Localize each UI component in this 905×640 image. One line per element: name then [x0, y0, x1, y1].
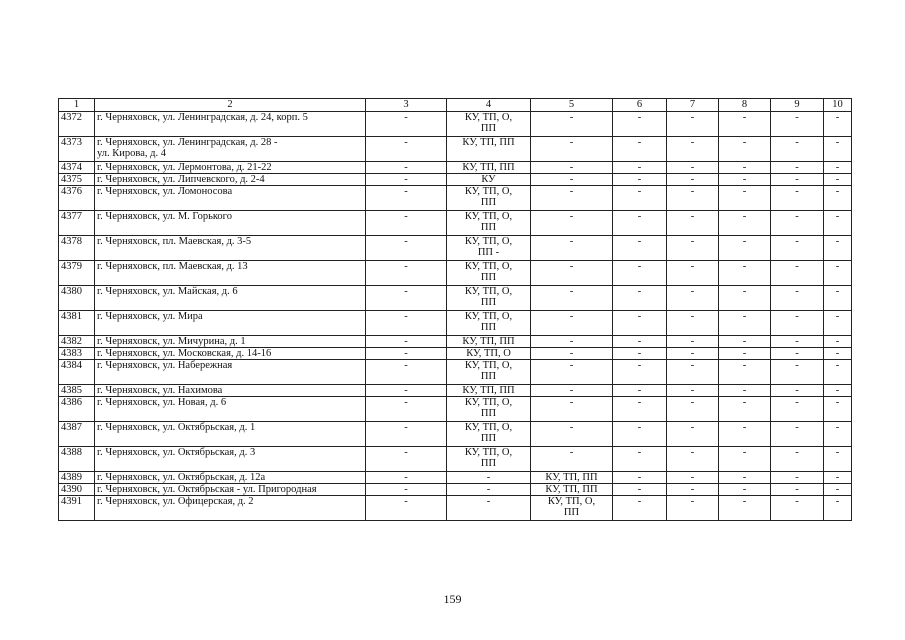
- col9-cell: -: [771, 496, 824, 521]
- col10-cell: -: [824, 286, 852, 311]
- table-row: [59, 112, 852, 137]
- col4-cell: -: [447, 472, 531, 484]
- col8-cell: -: [719, 447, 771, 472]
- row-number-cell: 4376: [59, 186, 95, 211]
- address-cell: г. Черняховск, ул. М. Горького: [95, 211, 366, 236]
- col7-cell: -: [667, 286, 719, 311]
- col8-cell: -: [719, 162, 771, 174]
- col4-cell: КУ, ТП, О, ПП: [447, 422, 531, 447]
- address-cell: г. Черняховск, пл. Маевская, д. 3-5: [95, 236, 366, 261]
- column-number-cell: 4: [447, 99, 531, 112]
- col7-cell: -: [667, 385, 719, 397]
- column-number-row: [59, 99, 852, 112]
- address-cell: г. Черняховск, ул. Нахимова: [95, 385, 366, 397]
- col7-cell: -: [667, 211, 719, 236]
- col3-cell: -: [366, 137, 447, 162]
- col3-cell: -: [366, 422, 447, 447]
- col4-cell: КУ: [447, 174, 531, 186]
- col6-cell: -: [613, 311, 667, 336]
- row-number-cell: 4377: [59, 211, 95, 236]
- col7-cell: -: [667, 236, 719, 261]
- address-cell: г. Черняховск, ул. Мичурина, д. 1: [95, 336, 366, 348]
- col7-cell: -: [667, 360, 719, 385]
- col4-cell: КУ, ТП, О, ПП: [447, 261, 531, 286]
- col7-cell: -: [667, 496, 719, 521]
- col6-cell: -: [613, 484, 667, 496]
- col3-cell: -: [366, 496, 447, 521]
- table-row: [59, 422, 852, 447]
- col7-cell: -: [667, 137, 719, 162]
- col6-cell: -: [613, 137, 667, 162]
- col9-cell: -: [771, 385, 824, 397]
- address-cell: г. Черняховск, ул. Октябрьская, д. 3: [95, 447, 366, 472]
- col7-cell: -: [667, 447, 719, 472]
- col10-cell: -: [824, 137, 852, 162]
- register-table: [58, 98, 852, 521]
- col5-cell: -: [531, 348, 613, 360]
- col4-cell: КУ, ТП, О, ПП: [447, 186, 531, 211]
- col5-cell: -: [531, 447, 613, 472]
- col5-cell: -: [531, 360, 613, 385]
- col4-cell: КУ, ТП, О, ПП: [447, 447, 531, 472]
- col6-cell: -: [613, 174, 667, 186]
- column-number-cell: 8: [719, 99, 771, 112]
- row-number-cell: 4384: [59, 360, 95, 385]
- col3-cell: -: [366, 348, 447, 360]
- col8-cell: -: [719, 261, 771, 286]
- col7-cell: -: [667, 311, 719, 336]
- col3-cell: -: [366, 236, 447, 261]
- col5-cell: КУ, ТП, О, ПП: [531, 496, 613, 521]
- col3-cell: -: [366, 286, 447, 311]
- col6-cell: -: [613, 211, 667, 236]
- row-number-cell: 4387: [59, 422, 95, 447]
- col9-cell: -: [771, 360, 824, 385]
- table-row: [59, 348, 852, 360]
- col3-cell: -: [366, 484, 447, 496]
- col8-cell: -: [719, 137, 771, 162]
- table-row: [59, 484, 852, 496]
- col5-cell: -: [531, 336, 613, 348]
- page-number: 159: [443, 592, 462, 606]
- col9-cell: -: [771, 137, 824, 162]
- table-row: [59, 397, 852, 422]
- col8-cell: -: [719, 211, 771, 236]
- col4-cell: КУ, ТП, О, ПП: [447, 286, 531, 311]
- table-row: [59, 162, 852, 174]
- col4-cell: КУ, ТП, О, ПП: [447, 112, 531, 137]
- col4-cell: КУ, ТП, О, ПП: [447, 211, 531, 236]
- col5-cell: -: [531, 174, 613, 186]
- table-row: [59, 137, 852, 162]
- col7-cell: -: [667, 422, 719, 447]
- table-row: [59, 261, 852, 286]
- table-row: [59, 472, 852, 484]
- col9-cell: -: [771, 348, 824, 360]
- col3-cell: -: [366, 336, 447, 348]
- row-number-cell: 4383: [59, 348, 95, 360]
- col3-cell: -: [366, 360, 447, 385]
- col10-cell: -: [824, 360, 852, 385]
- table-row: [59, 186, 852, 211]
- col8-cell: -: [719, 174, 771, 186]
- address-cell: г. Черняховск, ул. Ленинградская, д. 24, корп. 5: [95, 112, 366, 137]
- col4-cell: КУ, ТП, ПП: [447, 385, 531, 397]
- row-number-cell: 4391: [59, 496, 95, 521]
- col7-cell: -: [667, 112, 719, 137]
- table-row: [59, 385, 852, 397]
- col4-cell: КУ, ТП, О, ПП: [447, 311, 531, 336]
- col6-cell: -: [613, 422, 667, 447]
- column-number-cell: 7: [667, 99, 719, 112]
- col5-cell: -: [531, 422, 613, 447]
- col10-cell: -: [824, 422, 852, 447]
- address-cell: г. Черняховск, ул. Лермонтова, д. 21-22: [95, 162, 366, 174]
- row-number-cell: 4390: [59, 484, 95, 496]
- col4-cell: -: [447, 484, 531, 496]
- address-cell: г. Черняховск, ул. Набережная: [95, 360, 366, 385]
- col3-cell: -: [366, 211, 447, 236]
- row-number-cell: 4382: [59, 336, 95, 348]
- col5-cell: -: [531, 311, 613, 336]
- col5-cell: -: [531, 261, 613, 286]
- address-cell: г. Черняховск, пл. Маевская, д. 13: [95, 261, 366, 286]
- col3-cell: -: [366, 385, 447, 397]
- address-cell: г. Черняховск, ул. Майская, д. 6: [95, 286, 366, 311]
- row-number-cell: 4372: [59, 112, 95, 137]
- col5-cell: -: [531, 211, 613, 236]
- col6-cell: -: [613, 186, 667, 211]
- col9-cell: -: [771, 447, 824, 472]
- col7-cell: -: [667, 472, 719, 484]
- col9-cell: -: [771, 397, 824, 422]
- col4-cell: КУ, ТП, ПП: [447, 336, 531, 348]
- address-cell: г. Черняховск, ул. Офицерская, д. 2: [95, 496, 366, 521]
- row-number-cell: 4385: [59, 385, 95, 397]
- col5-cell: -: [531, 112, 613, 137]
- col8-cell: -: [719, 360, 771, 385]
- table-row: [59, 336, 852, 348]
- table-row: [59, 447, 852, 472]
- row-number-cell: 4389: [59, 472, 95, 484]
- col3-cell: -: [366, 447, 447, 472]
- col6-cell: -: [613, 286, 667, 311]
- col7-cell: -: [667, 336, 719, 348]
- col4-cell: КУ, ТП, ПП: [447, 162, 531, 174]
- row-number-cell: 4380: [59, 286, 95, 311]
- col7-cell: -: [667, 397, 719, 422]
- col6-cell: -: [613, 162, 667, 174]
- row-number-cell: 4375: [59, 174, 95, 186]
- col6-cell: -: [613, 112, 667, 137]
- col5-cell: -: [531, 162, 613, 174]
- col5-cell: -: [531, 286, 613, 311]
- col8-cell: -: [719, 484, 771, 496]
- table-body: [59, 99, 852, 521]
- col9-cell: -: [771, 472, 824, 484]
- address-cell: г. Черняховск, ул. Московская, д. 14-16: [95, 348, 366, 360]
- col4-cell: КУ, ТП, О: [447, 348, 531, 360]
- col8-cell: -: [719, 385, 771, 397]
- col3-cell: -: [366, 261, 447, 286]
- col8-cell: -: [719, 336, 771, 348]
- col5-cell: -: [531, 236, 613, 261]
- col6-cell: -: [613, 261, 667, 286]
- row-number-cell: 4378: [59, 236, 95, 261]
- col6-cell: -: [613, 496, 667, 521]
- col10-cell: -: [824, 261, 852, 286]
- table-row: [59, 211, 852, 236]
- address-cell: г. Черняховск, ул. Новая, д. 6: [95, 397, 366, 422]
- row-number-cell: 4388: [59, 447, 95, 472]
- col9-cell: -: [771, 286, 824, 311]
- col5-cell: -: [531, 397, 613, 422]
- col3-cell: -: [366, 311, 447, 336]
- col9-cell: -: [771, 112, 824, 137]
- col3-cell: -: [366, 472, 447, 484]
- row-number-cell: 4374: [59, 162, 95, 174]
- row-number-cell: 4386: [59, 397, 95, 422]
- col7-cell: -: [667, 174, 719, 186]
- address-cell: г. Черняховск, ул. Октябрьская, д. 12а: [95, 472, 366, 484]
- col10-cell: -: [824, 385, 852, 397]
- col4-cell: КУ, ТП, О, ПП: [447, 397, 531, 422]
- column-number-cell: 3: [366, 99, 447, 112]
- col8-cell: -: [719, 286, 771, 311]
- col6-cell: -: [613, 385, 667, 397]
- address-cell: г. Черняховск, ул. Октябрьская, д. 1: [95, 422, 366, 447]
- col9-cell: -: [771, 261, 824, 286]
- col8-cell: -: [719, 397, 771, 422]
- col5-cell: -: [531, 186, 613, 211]
- col10-cell: -: [824, 112, 852, 137]
- col10-cell: -: [824, 348, 852, 360]
- col9-cell: -: [771, 422, 824, 447]
- table-row: [59, 174, 852, 186]
- col10-cell: -: [824, 496, 852, 521]
- col9-cell: -: [771, 211, 824, 236]
- col9-cell: -: [771, 236, 824, 261]
- col10-cell: -: [824, 484, 852, 496]
- column-number-cell: 10: [824, 99, 852, 112]
- col10-cell: -: [824, 174, 852, 186]
- row-number-cell: 4381: [59, 311, 95, 336]
- col10-cell: -: [824, 311, 852, 336]
- col9-cell: -: [771, 311, 824, 336]
- col9-cell: -: [771, 186, 824, 211]
- col3-cell: -: [366, 186, 447, 211]
- col8-cell: -: [719, 236, 771, 261]
- col4-cell: КУ, ТП, ПП: [447, 137, 531, 162]
- col8-cell: -: [719, 422, 771, 447]
- col3-cell: -: [366, 162, 447, 174]
- address-cell: г. Черняховск, ул. Ленинградская, д. 28 - ул. Кирова, д. 4: [95, 137, 366, 162]
- col10-cell: -: [824, 162, 852, 174]
- col3-cell: -: [366, 174, 447, 186]
- column-number-cell: 9: [771, 99, 824, 112]
- col9-cell: -: [771, 484, 824, 496]
- col4-cell: КУ, ТП, О, ПП -: [447, 236, 531, 261]
- address-cell: г. Черняховск, ул. Октябрьская - ул. Пригородная: [95, 484, 366, 496]
- col5-cell: КУ, ТП, ПП: [531, 484, 613, 496]
- table-row: [59, 236, 852, 261]
- col7-cell: -: [667, 261, 719, 286]
- col10-cell: -: [824, 211, 852, 236]
- col10-cell: -: [824, 472, 852, 484]
- col10-cell: -: [824, 186, 852, 211]
- table-row: [59, 496, 852, 521]
- col8-cell: -: [719, 496, 771, 521]
- col4-cell: -: [447, 496, 531, 521]
- address-cell: г. Черняховск, ул. Мира: [95, 311, 366, 336]
- col6-cell: -: [613, 236, 667, 261]
- col6-cell: -: [613, 336, 667, 348]
- column-number-cell: 5: [531, 99, 613, 112]
- col6-cell: -: [613, 360, 667, 385]
- col7-cell: -: [667, 186, 719, 211]
- table-row: [59, 286, 852, 311]
- col9-cell: -: [771, 174, 824, 186]
- col10-cell: -: [824, 397, 852, 422]
- address-cell: г. Черняховск, ул. Ломоносова: [95, 186, 366, 211]
- row-number-cell: 4373: [59, 137, 95, 162]
- column-number-cell: 1: [59, 99, 95, 112]
- col6-cell: -: [613, 397, 667, 422]
- col9-cell: -: [771, 162, 824, 174]
- col10-cell: -: [824, 336, 852, 348]
- col3-cell: -: [366, 112, 447, 137]
- col8-cell: -: [719, 311, 771, 336]
- address-cell: г. Черняховск, ул. Липчевского, д. 2-4: [95, 174, 366, 186]
- table-row: [59, 311, 852, 336]
- col8-cell: -: [719, 186, 771, 211]
- col6-cell: -: [613, 447, 667, 472]
- col5-cell: -: [531, 137, 613, 162]
- col3-cell: -: [366, 397, 447, 422]
- column-number-cell: 6: [613, 99, 667, 112]
- col7-cell: -: [667, 484, 719, 496]
- row-number-cell: 4379: [59, 261, 95, 286]
- col7-cell: -: [667, 162, 719, 174]
- col10-cell: -: [824, 447, 852, 472]
- col8-cell: -: [719, 112, 771, 137]
- col7-cell: -: [667, 348, 719, 360]
- table-row: [59, 360, 852, 385]
- col10-cell: -: [824, 236, 852, 261]
- col9-cell: -: [771, 336, 824, 348]
- column-number-cell: 2: [95, 99, 366, 112]
- col6-cell: -: [613, 472, 667, 484]
- col8-cell: -: [719, 348, 771, 360]
- col5-cell: КУ, ТП, ПП: [531, 472, 613, 484]
- col6-cell: -: [613, 348, 667, 360]
- col4-cell: КУ, ТП, О, ПП: [447, 360, 531, 385]
- col8-cell: -: [719, 472, 771, 484]
- col5-cell: -: [531, 385, 613, 397]
